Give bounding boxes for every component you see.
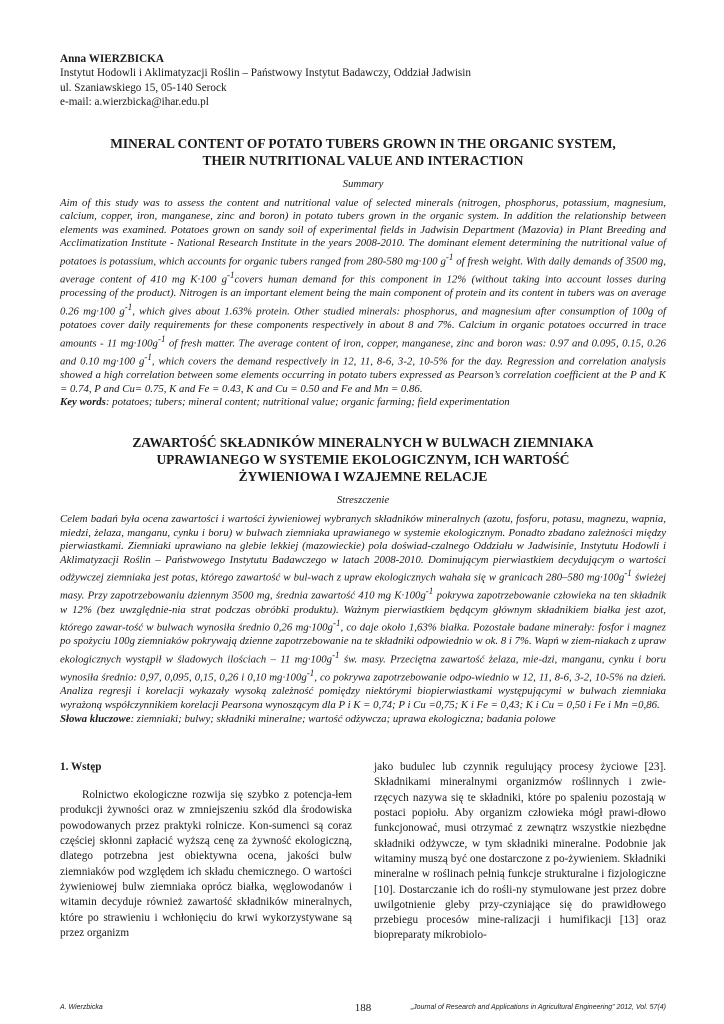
english-title-line2: THEIR NUTRITIONAL VALUE AND INTERACTION	[202, 152, 524, 168]
abstract-text: , co pokrywa zapotrzebowanie odpo-wiednio w 12, 11, 8-6, 3-2, 10-5% na dzień. Analiza regresji i korelacji wykazały wysoką zależność pomiędzy niektórymi biopierwiastkami występującymi w bulwach ziemniaka wyrażoną współczynnikiem korelacji Pearsona wynoszącym dla P i K = 0,74; P i Cu =0,75; K i Fe = 0,43; K i Cu = 0,50 i Fe i Mn =0,86.	[60, 671, 666, 711]
summary-heading: Summary	[342, 177, 384, 190]
abstract-text: , co daje około 1,63% białka. Pozostałe badane minerały: fosfor i magnez po spożyciu 100g ziemniaków pokrywają dzienne zapotrzebowanie na te składniki odpowiednio w ok. 8 i 7%. Wapń w ziem-niakach z upraw ekologicznych wystąpił w śladowych ilościach – 11 mg·100g	[60, 621, 666, 666]
superscript: -1	[332, 618, 341, 629]
page	[60, 52, 666, 944]
page-number: 188	[354, 1002, 372, 1014]
abstract-text: of fresh matter. The average content of iron, copper, manganese, zinc and boron was: 0.97 and 0.095, 0.15, 0.26 and 0.10 mg·100 g	[60, 337, 666, 368]
abstract-text: pokrywa zapotrzebowanie człowieka na ten składnik w 12% (bez uwzględnie-nia strat podczas obróbki produktu). Ważnym pierwiastkiem będącym głównym składnikiem białka jest azot, którego zawar-tość w bulwach wynosiła średnio 0,26 mg·100g	[60, 590, 666, 634]
polish-title-line1: ZAWARTOŚĆ SKŁADNIKÓW MINERALNYCH W BULWACH ZIEMNIAKA	[132, 434, 594, 450]
body-columns	[60, 760, 666, 944]
section-heading: 1. Wstęp	[60, 761, 102, 774]
polish-title	[60, 434, 666, 485]
abstract-text: , which gives about 1.63% protein. Other studied minerals: phosphorus, and magnesium after consumption of 100g of potatoes cover daily requirements for these components respectively in about 8 and 7%. Calcium in organic potatoes occurred in trace amounts - 11 mg·100g	[60, 305, 666, 350]
abstract-text: , which covers the demand respectively in 12, 11, 8-6, 3-2, 10-5% for the day. Regression and correlation analysis showed a high correlation between some elements occurring in potato tubers expressed as Pearson’s correlation coefficient at the P and K = 0.74, P and Cu= 0.75, K and Fe = 0.43, K and Cu = 0.50 and Fe and Mn = 0.86.	[60, 355, 666, 395]
author-name: Anna WIERZBICKA	[60, 53, 164, 65]
superscript: -1	[624, 568, 632, 579]
polish-title-line2: UPRAWIANEGO W SYSTEMIE EKOLOGICZNYM, ICH WARTOŚĆ	[156, 451, 570, 467]
superscript: -1	[124, 301, 133, 312]
author-block	[60, 52, 666, 110]
streszczenie-heading: Streszczenie	[336, 493, 390, 506]
body-paragraph: jako budulec lub czynnik regulujący procesy życiowe [23]. Składnikami mineralnymi organizmów roślinnych i zwie-rzęcych nazywa się te składniki, które po spaleniu pozostają w postaci popiołu. Aby organizm człowieka mógł prawi-dłowo funkcjonować, musi otrzymać z zewnątrz wszystkie niezbędne składniki odżywcze, w tym składniki mineralne. Podobnie jak witaminy muszą być one dostarczone z po-żywieniem. Składniki mineralne w roślinach pełnią funkcje strukturalne i fizjologiczne [10]. Dostarczanie ich do rośli-ny stymulowane jest przez dobre uwilgotnienie gleby przy-czyniające się do prawidłowego przebiegu procesów mine-ralizacji i humifikacji [13] oraz biopreparaty mikrobiolo-	[374, 761, 666, 942]
footer-author: A. Wierzbicka	[60, 1004, 103, 1011]
superscript: -1	[144, 351, 152, 362]
superscript: -1	[157, 333, 166, 344]
abstract-text: świeżej masy. Przy zapotrzebowaniu dziennym 3500 mg, średnia zawartość 410 mg K·100g	[60, 571, 667, 603]
page-footer	[60, 1002, 666, 1016]
keywords-label: Słowa kluczowe	[60, 712, 131, 725]
keywords-label: Key words	[60, 396, 106, 409]
abstract-text: covers human demand for this component in 12% (without taking into account losses during processing of the product). Nitrogen is an important element being the main component of protein and its content in tubers was on average 0.26 mg·100 g	[60, 273, 666, 318]
superscript: -1	[425, 586, 434, 597]
abstract-text: of fresh weight. With daily demands of 3500 mg, average content of 410 mg K·100 g	[60, 255, 666, 286]
english-title-line1: MINERAL CONTENT OF POTATO TUBERS GROWN IN THE ORGANIC SYSTEM,	[110, 135, 616, 151]
keywords-text: : ziemniaki; bulwy; składniki mineralne; wartość odżywcza; uprawa ekologiczna; badania polowe	[130, 712, 556, 725]
english-abstract	[60, 197, 666, 410]
footer-journal: „Journal of Research and Applications in Agricultural Engineering” 2012, Vol. 57(4)	[410, 1004, 666, 1011]
author-address: ul. Szaniawskiego 15, 05-140 Serock	[60, 81, 227, 94]
polish-title-line3: ŻYWIENIOWA I WZAJEMNE RELACJE	[238, 468, 488, 484]
right-column	[374, 760, 666, 944]
superscript: -1	[445, 252, 454, 262]
superscript: -1	[306, 668, 315, 679]
superscript: -1	[332, 650, 340, 661]
author-affiliation: Instytut Hodowli i Aklimatyzacji Roślin – Państwowy Instytut Badawczy, Oddział Jadwisin	[60, 67, 471, 80]
left-column	[60, 760, 352, 944]
superscript: -1	[226, 270, 235, 281]
abstract-text: Aim of this study was to assess the content and nutritional value of selected minerals (nitrogen, phosphorus, potassium, magnesium, calcium, copper, iron, manganese, zinc and boron) in potato tubers grown in the organic system. In addition the relationship between elements was examined. Potatoes grown on sandy soil of experimental fields in Jadwisin Department (Mazovia) in Plant Breeding and Acclimatization Institute - National Research Institute in the years 2008-2010. The dominant element determining the nutritional value of potatoes is potassium, which accounts for organic tubers ranged from 280-580 mg·100 g	[60, 196, 666, 268]
keywords-text: : potatoes; tubers; mineral content; nutritional value; organic farming; field experimentation	[105, 396, 510, 409]
body-paragraph: Rolnictwo ekologiczne rozwija się szybko z potencja-łem produkcji żywności oraz w zmniejszeniu szkód dla środowiska powodowanych przez praktyki rolnicze. Kon-sumenci są coraz częściej skłonni zapłacić wyższą cenę za żywność ekologiczną, dlatego potrzebna jest obiektywna ocena, jakości bulw ziemniaków pod względem ich składu chemicznego. O wartości żywieniowej bulw ziemniaka oprócz białka, węglowodanów i witamin decyduje również zawartość składników mineralnych, które po strawieniu i wchłonięciu do krwi wykorzystywane są przez organizm	[60, 789, 352, 939]
polish-abstract	[60, 513, 666, 726]
english-title	[60, 135, 666, 169]
abstract-text: św. masy. Przeciętna zawartość żelaza, mie-dzi, manganu, cynku i boru wynosiła średnio: 0,97, 0,095, 0,15, 0,26 i 0,10 mg·100g	[60, 653, 666, 684]
abstract-text: Celem badań była ocena zawartości i wartości żywieniowej wybranych składników mineralnych (azotu, fosforu, potasu, magnezu, wapnia, miedzi, żelaza, manganu, cynku i boru) w bulwach ziemniaka uprawianego w systemie ekologicznym. Ponadto zbadano zależności między pierwiastkami. Ziemniaki uprawiano na glebie lekkiej (mazowieckie) pola doświad-czalnego Oddziału w Jadwisinie, Instytutu Hodowli i Aklimatyzacji Roślin – Państwowego Instytutu Badawczego w latach 2008-2010. Dominującym pierwiastkiem decydującym o wartości odżywczej ziemniaka jest potas, którego zawartość w bul-wach z upraw ekologicznych wahała się w granicach 280–580 mg·100g	[60, 512, 666, 584]
author-email: e-mail: a.wierzbicka@ihar.edu.pl	[60, 96, 209, 109]
